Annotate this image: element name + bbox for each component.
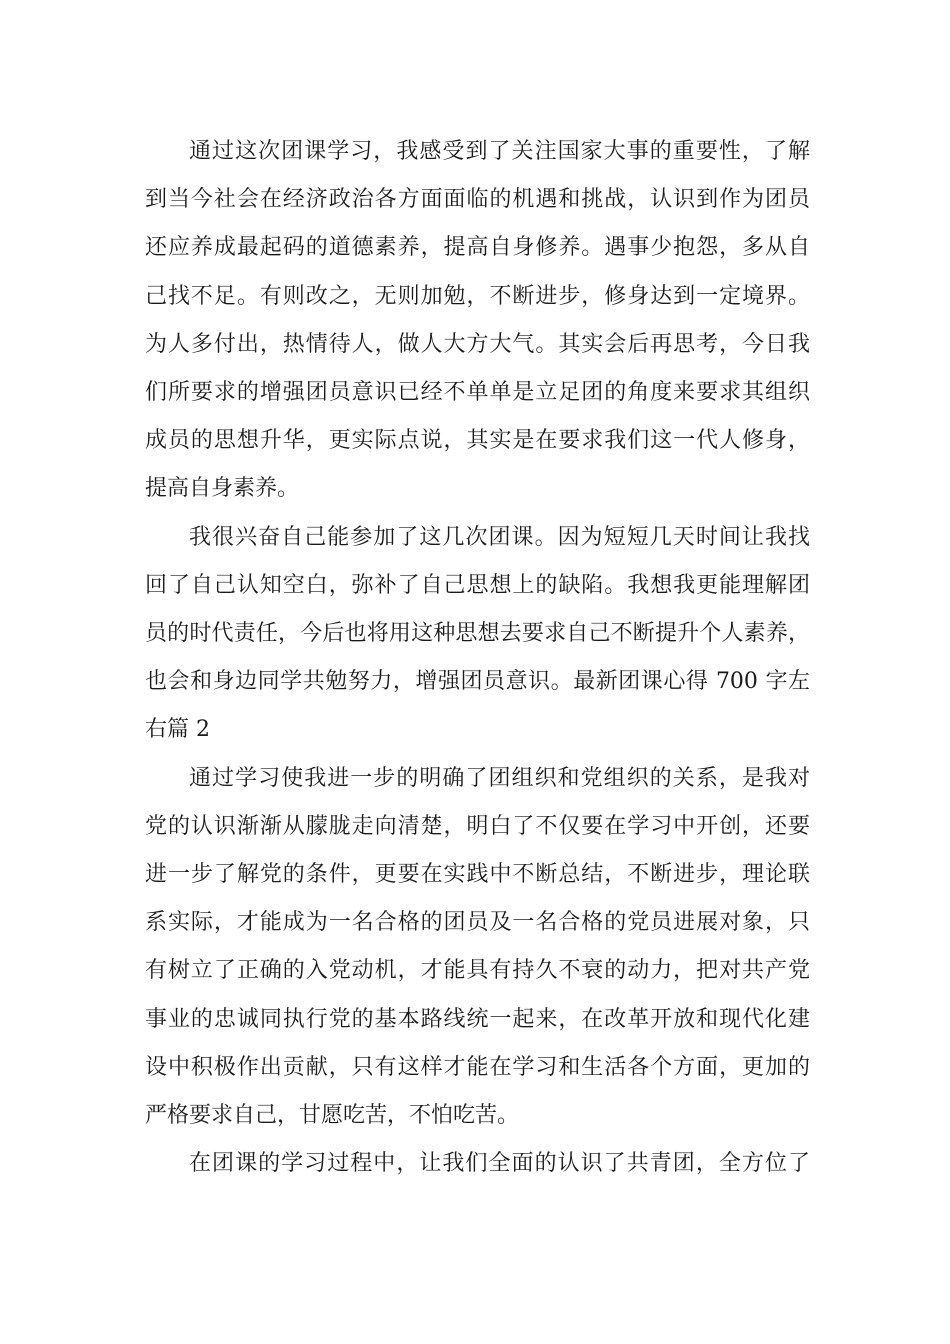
text-line: 在团课的学习过程中，让我们全面的认识了共青团，全方位了 (189, 1151, 810, 1177)
text-line: 成员的思想升华，更实际点说，其实是在要求我们这一代人修身， (145, 428, 810, 454)
text-line: 己找不足。有则改之，无则加勉，不断进步，修身达到一定境界。 (145, 283, 810, 309)
text-line: 有树立了正确的入党动机，才能具有持久不衰的动力，把对共产党 (145, 958, 810, 984)
text-line: 提高自身素养。 (145, 476, 300, 502)
text-line: 通过这次团课学习，我感受到了关注国家大事的重要性，了解 (189, 139, 810, 164)
text-line: 右篇 2 (145, 717, 210, 743)
paragraph-3 (145, 755, 810, 1141)
text-line: 严格要求自己，甘愿吃苦，不怕吃苦。 (145, 1103, 520, 1129)
text-line: 通过学习使我进一步的明确了团组织和党组织的关系，是我对 (189, 765, 810, 791)
text-line: 员的时代责任，今后也将用这种思想去要求自己不断提升个人素养， (145, 621, 810, 647)
paragraph-4 (145, 1140, 810, 1188)
text-line: 系实际，才能成为一名合格的团员及一名合格的党员进展对象，只 (145, 910, 810, 936)
text-line: 为人多付出，热情待人，做人大方大气。其实会后再思考，今日我 (145, 331, 810, 357)
text-line: 我很兴奋自己能参加了这几次团课。因为短短几天时间让我找 (189, 524, 810, 550)
paragraph-1 (145, 128, 810, 514)
document-body (145, 128, 810, 1188)
text-line: 还应养成最起码的道德素养，提高自身修养。遇事少抱怨，多从自 (145, 235, 810, 261)
text-line: 也会和身边同学共勉努力，增强团员意识。最新团课心得 700 字左 (145, 669, 810, 695)
text-line: 党的认识渐渐从朦胧走向清楚，明白了不仅要在学习中开创，还要 (145, 813, 810, 839)
paragraph-2 (145, 514, 810, 755)
text-line: 设中积极作出贡献，只有这样才能在学习和生活各个方面，更加的 (145, 1054, 810, 1080)
text-line: 进一步了解党的条件，更要在实践中不断总结，不断进步，理论联 (145, 862, 810, 888)
text-line: 事业的忠诚同执行党的基本路线统一起来，在改革开放和现代化建 (145, 1006, 810, 1032)
text-line: 回了自己认知空白，弥补了自己思想上的缺陷。我想我更能理解团 (145, 572, 810, 598)
text-line: 到当今社会在经济政治各方面面临的机遇和挑战，认识到作为团员 (145, 187, 810, 213)
text-line: 们所要求的增强团员意识已经不单单是立足团的角度来要求其组织 (145, 380, 810, 406)
